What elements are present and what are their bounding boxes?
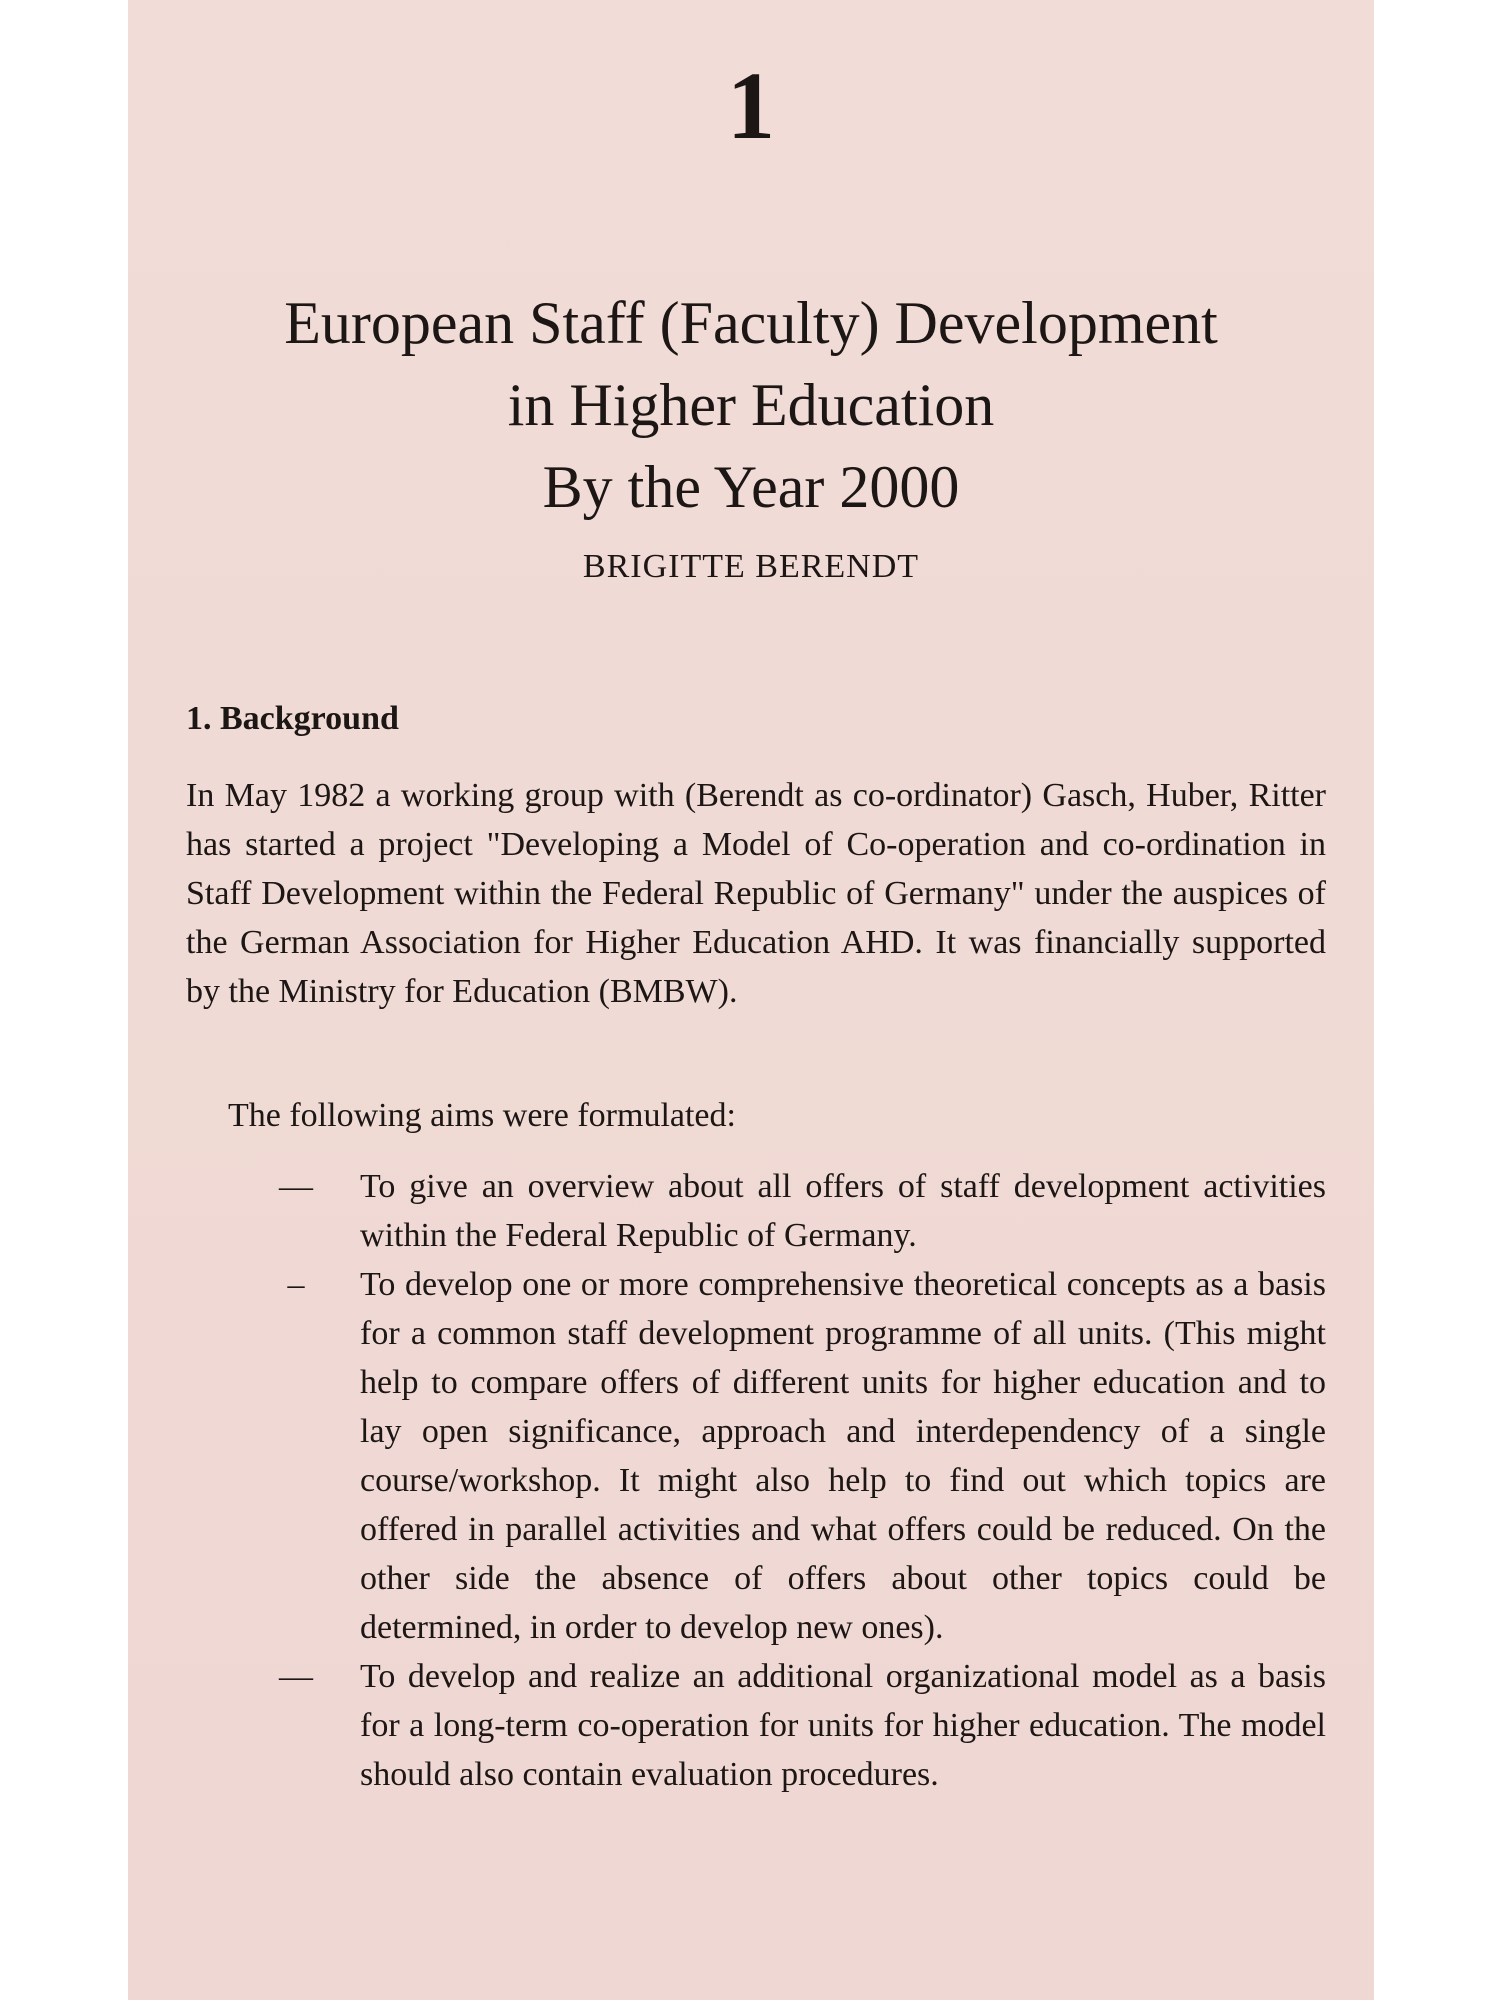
aim-item [228, 1162, 1326, 1260]
author-name: BRIGITTE BERENDT [582, 548, 920, 585]
aim-dash: — [279, 1658, 313, 1695]
chapter-title [128, 282, 1374, 528]
chapter-title-line-1: European Staff (Faculty) Development [284, 290, 1218, 356]
aim-text: To develop and realize an additional organizational model as a basis for a long-term co-operation for units for higher education. The model should also contain evaluation procedures. [360, 1658, 1326, 1793]
aim-dash: — [279, 1168, 313, 1205]
aim-item [228, 1652, 1326, 1799]
aim-text: To develop one or more comprehensive theoretical concepts as a basis for a common staff development programme of all units. (This might help to compare offers of different units for higher education and to lay open significance, approach and interdependency of a single course/workshop. It might also help to find out which topics are offered in parallel activities and what offers could be reduced. On the other side the absence of offers about other topics could be determined, in order to develop new ones). [360, 1266, 1326, 1646]
book-page [128, 0, 1374, 2000]
section-heading: 1. Background [186, 700, 399, 737]
aims-list [228, 1162, 1326, 1799]
aim-text: To give an overview about all offers of staff development activities within the Federal Republic of Germany. [360, 1168, 1326, 1254]
chapter-title-line-2: in Higher Education [507, 372, 995, 438]
aim-dash: – [287, 1266, 305, 1303]
aim-item [228, 1260, 1326, 1652]
chapter-title-line-3: By the Year 2000 [542, 454, 960, 520]
aims-intro: The following aims were formulated: [228, 1097, 736, 1134]
background-paragraph: In May 1982 a working group with (Berendt as co-ordinator) Gasch, Huber, Ritter has started a project "Developing a Model of Co-operation and co-ordination in Staff Development within the Federal Republic of Germany" under the auspices of the German Association for Higher Education AHD. It was financially supported by the Ministry for Education (BMBW). [186, 777, 1326, 1010]
chapter-number: 1 [727, 52, 775, 159]
